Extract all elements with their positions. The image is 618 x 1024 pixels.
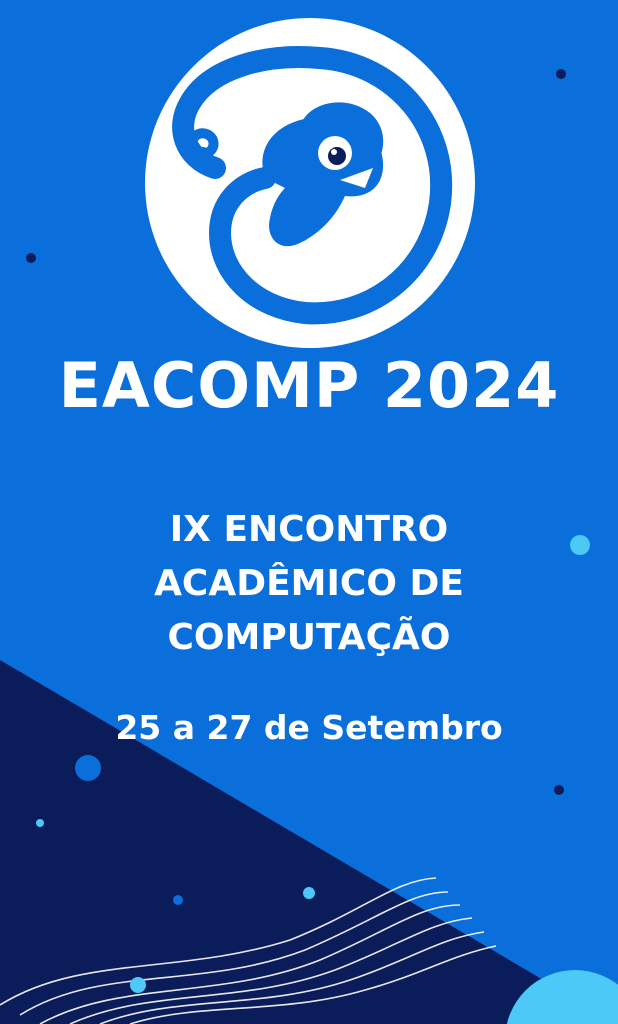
- chameleon-icon: [145, 18, 475, 348]
- dot: [303, 887, 315, 899]
- event-title: EACOMP 2024: [58, 349, 560, 422]
- subtitle-line: ACADÊMICO DE: [154, 563, 464, 604]
- dot: [26, 253, 36, 263]
- dot: [173, 895, 183, 905]
- subtitle-line: IX ENCONTRO: [169, 509, 449, 550]
- dot: [130, 977, 146, 993]
- dot: [388, 991, 406, 1009]
- subtitle-line: COMPUTAÇÃO: [167, 617, 451, 658]
- event-subtitle: [60, 503, 558, 665]
- dot: [570, 535, 590, 555]
- event-dates: 25 a 27 de Setembro: [115, 708, 503, 747]
- dot: [36, 819, 44, 827]
- dot: [556, 69, 566, 79]
- dot: [75, 755, 101, 781]
- dot: [554, 785, 564, 795]
